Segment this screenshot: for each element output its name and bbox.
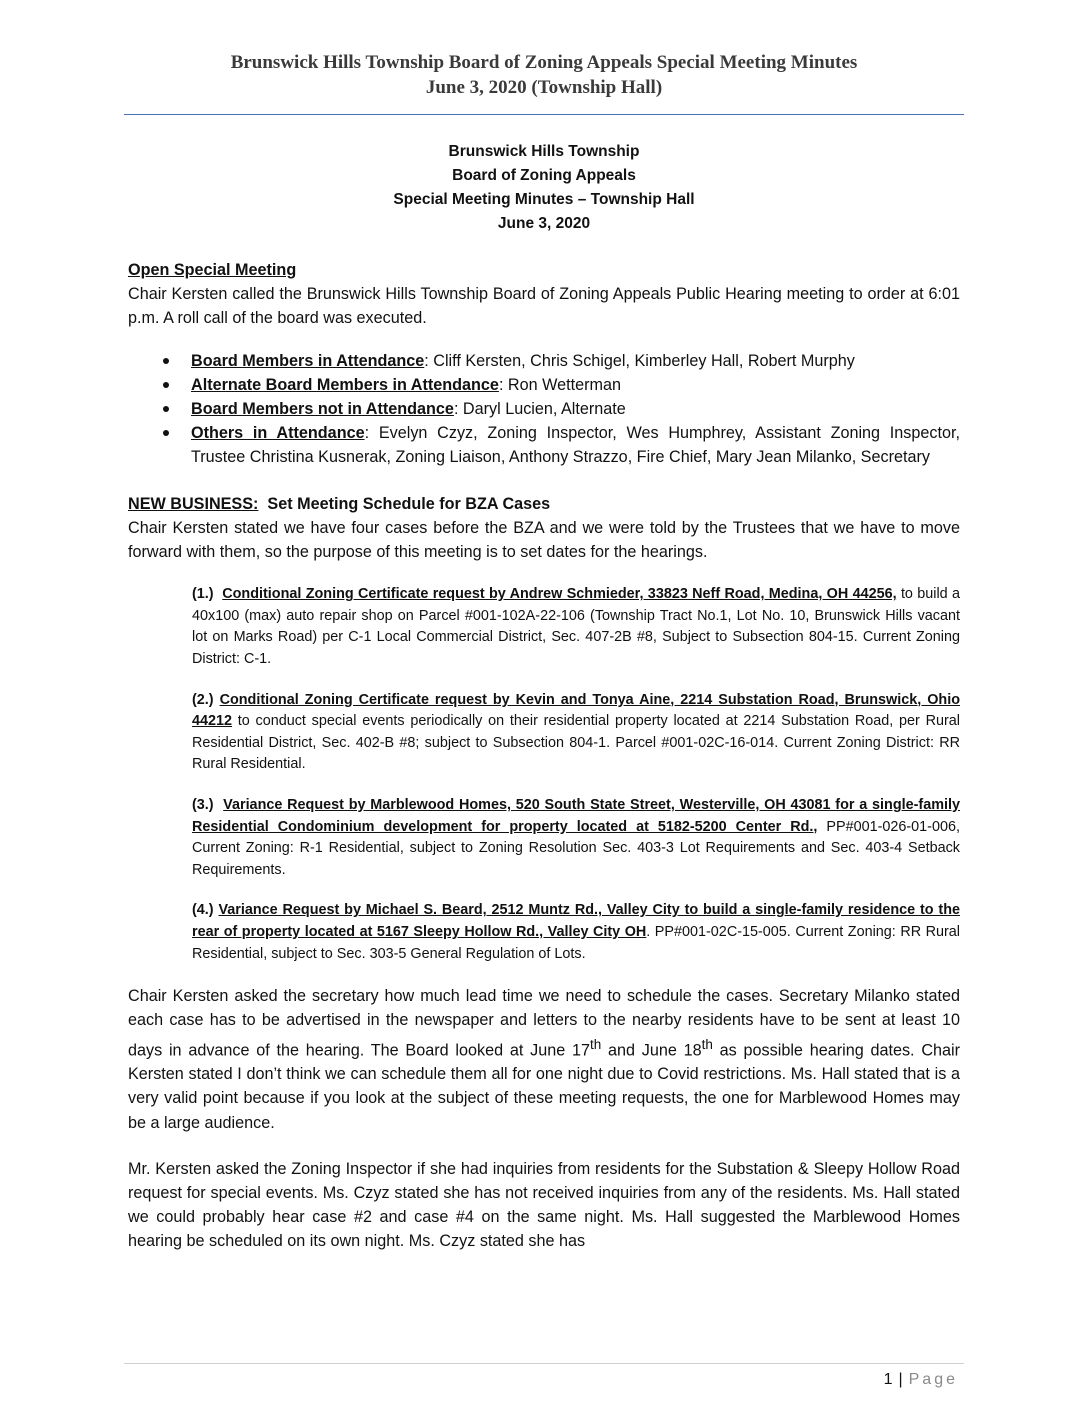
case-number: (3.) [192,796,224,813]
discussion-text: and June 18 [601,1040,702,1059]
new-business-heading: NEW BUSINESS: [128,494,259,513]
footer-separator: | [898,1371,903,1388]
bullet-icon [163,430,169,436]
case-text: to build a 40x100 (max) auto repair shop on Parcel #001-102A-22-106 (Township Tract No.1, Lot No. 10, Brunswick Hills vacant lot on Marks Road) per C-1 Local Commercial District, Sec. 407-2B #8, Subject to Subsection 804-15. Current Zoning District: C-1. [192,586,961,668]
page-label: Page [908,1371,958,1388]
case-title: Conditional Zoning Certificate request by Kevin and Tonya Aine, 2214 Substation Road, Brunswick, Ohio 44212 [192,691,960,730]
header-line-1: Brunswick Hills Township Board of Zoning Appeals Special Meeting Minutes [230,52,858,73]
case-text: . PP#001-02C-15-005. Current Zoning: RR Rural Residential, subject to Sec. 303-5 General Regulation of Lots. [192,923,961,962]
attendance-list [128,349,960,470]
discussion-paragraph-2: Mr. Kersten asked the Zoning Inspector if she had inquiries from residents for the Substation & Sleepy Hollow Road request for special events. Ms. Czyz stated she has not received inquiries from any of the residents. Ms. Hall stated we could probably hear case #2 and case #4 on the same night. Ms. Hall suggested the Marblewood Homes hearing be scheduled on its own night. Ms. Czyz stated she has [128,1159,960,1251]
case-item [192,690,960,776]
attendance-item [128,373,960,397]
attendance-label: Others in Attendance [191,424,365,443]
attendance-label: Board Members not in Attendance [191,400,454,419]
page-footer [884,1371,958,1389]
superscript: th [589,1036,602,1052]
open-meeting-section [128,258,960,331]
title-line: Brunswick Hills Township [448,143,640,160]
header-line-2: June 3, 2020 (Township Hall) [425,77,663,98]
title-line: June 3, 2020 [497,215,591,232]
attendance-item [128,349,960,373]
case-number: (2.) [192,691,220,708]
case-text: PP#001-026-01-006, Current Zoning: R-1 Residential, subject to Zoning Resolution Sec. 403-3 Lot Requirements and Sec. 403-4 Setback Requirements. [192,818,960,878]
case-item [192,900,960,965]
title-block [128,140,960,236]
bullet-icon [163,406,169,412]
bullet-icon [163,358,169,364]
case-title: Variance Request by Marblewood Homes, 520 South State Street, Westerville, OH 43081 for a single-family Residential Condominium development for property located at 5182-5200 Center Rd., [192,796,960,835]
cases-list [128,584,960,965]
case-item [192,795,960,881]
discussion-text: Chair Kersten asked the secretary how much lead time we need to schedule the cases. Secretary Milanko stated each case has to be advertised in the newspaper and letters to the nearby residents have to be sent at least 10 days in advance of the hearing. The Board looked at June 17 [128,987,960,1059]
header-divider [124,114,964,115]
attendance-label: Alternate Board Members in Attendance [191,375,499,394]
open-meeting-text: Chair Kersten called the Brunswick Hills Township Board of Zoning Appeals Public Hearing meeting to order at 6:01 p.m. A roll call of the board was executed. [128,285,960,328]
page-header [124,50,964,100]
case-title: Variance Request by Michael S. Beard, 2512 Muntz Rd., Valley City to build a single-family residence to the rear of property located at 5167 Sleepy Hollow Rd., Valley City OH [192,902,960,940]
discussion-text: as possible hearing dates. Chair Kersten stated I don’t think we can schedule them all for one night due to Covid restrictions. Ms. Hall stated that is a very valid point because if you look at the subject of these meeting requests, the one for Marblewood Homes may be a large audience. [128,1040,960,1132]
new-business-text: Chair Kersten stated we have four cases before the BZA and we were told by the Trustees that we have to move forward with them, so the purpose of this meeting is to set dates for the hearings. [128,518,960,562]
open-meeting-heading: Open Special Meeting [128,261,297,279]
attendance-label: Board Members in Attendance [191,351,425,370]
superscript: th [701,1036,713,1052]
document-body [128,140,960,1254]
attendance-item [128,397,960,421]
attendance-text: : Daryl Lucien, Alternate [453,400,626,419]
case-title: Conditional Zoning Certificate request by Andrew Schmieder, 33823 Neff Road, Medina, OH 44256, [222,586,897,603]
new-business-subheading: Set Meeting Schedule for BZA Cases [258,494,551,513]
case-number: (1.) [192,586,223,603]
discussion-paragraph-1 [128,984,960,1135]
footer-divider [124,1363,964,1364]
attendance-item [128,421,960,469]
title-line: Board of Zoning Appeals [452,167,636,184]
title-line: Special Meeting Minutes – Township Hall [393,191,695,208]
attendance-text: : Evelyn Czyz, Zoning Inspector, Wes Humphrey, Assistant Zoning Inspector, Trustee Christina Kusnerak, Zoning Liaison, Anthony Strazzo, Fire Chief, Mary Jean Milanko, Secretary [191,424,960,467]
new-business-section [128,492,960,565]
new-business-heading-line [128,492,960,516]
attendance-text: : Ron Wetterman [498,375,621,394]
case-number: (4.) [192,902,219,919]
bullet-icon [163,382,169,388]
attendance-text: : Cliff Kersten, Chris Schigel, Kimberley Hall, Robert Murphy [424,351,855,370]
case-text: to conduct special events periodically on their residential property located at 2214 Substation Road, per Rural Residential District, Sec. 402-B #8; subject to Subsection 804-1. Parcel #001-02C-16-014. Current Zoning District: RR Rural Residential. [192,713,960,773]
page-number: 1 [883,1371,893,1388]
case-item [192,584,960,670]
